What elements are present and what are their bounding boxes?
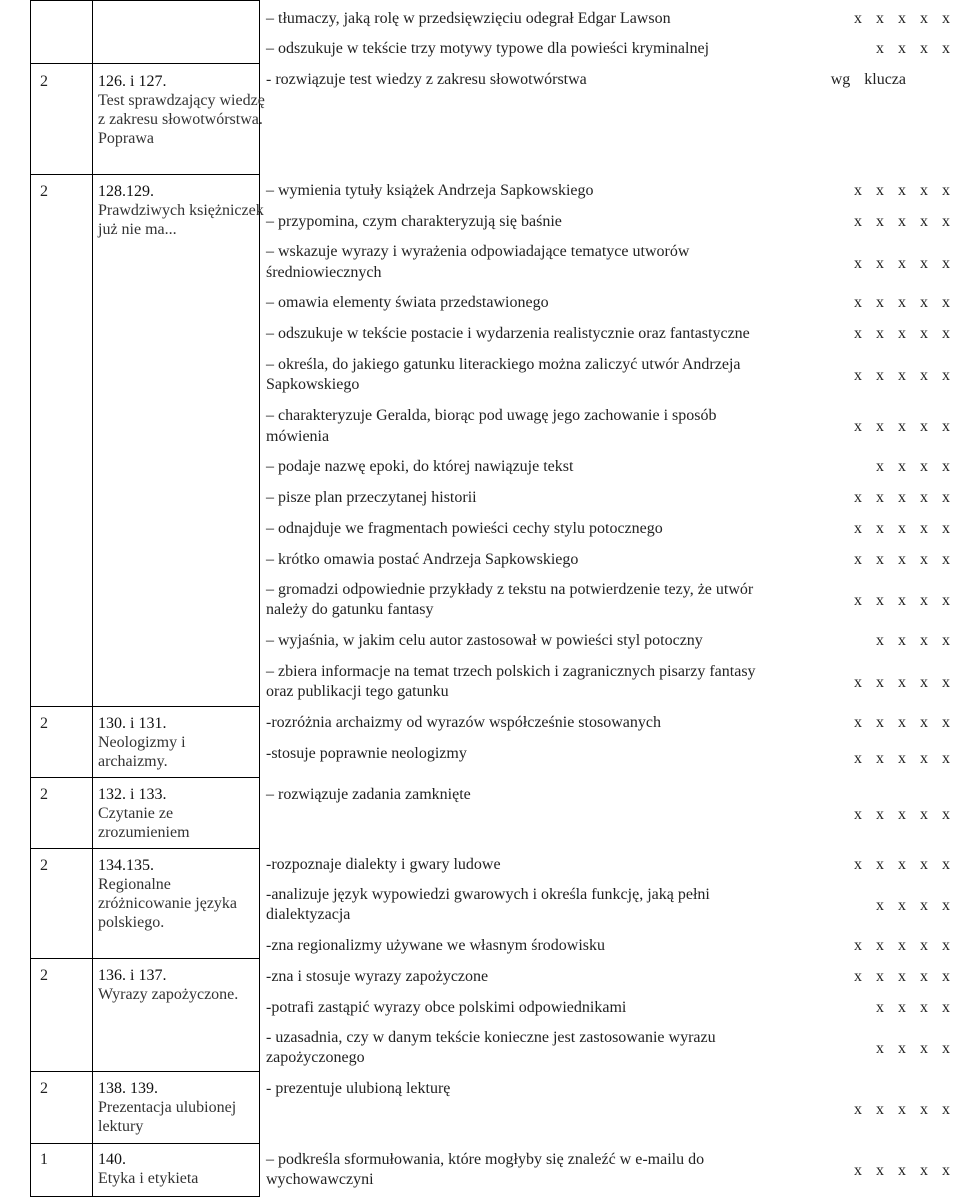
grade-marks: x x x x x [854, 592, 950, 609]
lesson-hours: 2 [40, 73, 48, 90]
lesson-title: Etyka i etykieta [98, 1170, 199, 1187]
requirement-text: -rozpoznaje dialekty i gwary ludowe [266, 856, 501, 873]
requirement-text-continued: średniowiecznych [266, 264, 382, 281]
row-divider [30, 174, 260, 175]
lesson-entry [40, 1150, 255, 1195]
row-divider [30, 848, 260, 849]
grade-marks: x x x x x [854, 1162, 950, 1179]
lesson-title: Prawdziwych księżniczek już nie ma... [98, 202, 264, 238]
lesson-entry [40, 714, 255, 774]
requirement-text: – krótko omawia postać Andrzeja Sapkowskiego [266, 551, 579, 568]
lesson-entry [40, 785, 255, 845]
table-left-border [30, 0, 31, 1197]
row-divider [30, 706, 260, 707]
lesson-hours: 2 [40, 967, 48, 984]
grade-marks: x x x x x [854, 937, 950, 954]
column-divider [259, 0, 260, 1197]
grade-marks: x x x x x [854, 856, 950, 873]
requirement-text-continued: zapożyczonego [266, 1049, 365, 1066]
requirement-text: - uzasadnia, czy w danym tekście konieczne jest zastosowanie wyrazu [266, 1029, 716, 1046]
row-divider [30, 958, 260, 959]
grade-marks: x x x x x [854, 10, 950, 27]
grade-marks: x x x x x [854, 674, 950, 691]
grade-marks: x x x x x [854, 1101, 950, 1118]
grade-marks: x x x x [876, 1040, 950, 1057]
lesson-number: 130. i 131. [98, 715, 167, 732]
grade-marks: x x x x x [854, 367, 950, 384]
lesson-hours: 2 [40, 715, 48, 732]
requirement-text: -stosuje poprawnie neologizmy [266, 745, 467, 762]
lesson-title: Czytanie ze zrozumieniem [98, 805, 190, 841]
lesson-hours: 2 [40, 1080, 48, 1097]
requirement-text-continued: należy do gatunku fantasy [266, 601, 434, 618]
requirement-text: -potrafi zastąpić wyrazy obce polskimi odpowiednikami [266, 999, 627, 1016]
table-top-border [30, 0, 260, 1]
row-divider [30, 1071, 260, 1072]
grade-marks: x x x x [876, 632, 950, 649]
lesson-entry [40, 72, 265, 172]
grade-marks: x x x x x [854, 418, 950, 435]
answer-key-note: wg klucza [830, 71, 906, 88]
requirement-text: – tłumaczy, jaką rolę w przedsięwzięciu odegrał Edgar Lawson [266, 10, 671, 27]
grade-marks: x x x x x [854, 182, 950, 199]
requirement-text: - prezentuje ulubioną lekturę [266, 1080, 451, 1097]
lesson-title: Wyrazy zapożyczone. [98, 986, 239, 1003]
lesson-hours: 1 [40, 1151, 48, 1168]
lesson-title: Neologizmy i archaizmy. [98, 734, 186, 770]
requirement-text: – zbiera informacje na temat trzech polskich i zagranicznych pisarzy fantasy [266, 663, 756, 680]
requirement-text: – wymienia tytuły książek Andrzeja Sapkowskiego [266, 182, 594, 199]
requirement-text: -zna regionalizmy używane we własnym środowisku [266, 937, 606, 954]
grade-marks: x x x x [876, 897, 950, 914]
requirement-text: -analizuje język wypowiedzi gwarowych i określa funkcję, jaką pełni [266, 886, 710, 903]
lesson-title: Prezentacja ulubionej lektury [98, 1099, 237, 1135]
row-divider [30, 777, 260, 778]
requirement-text: -zna i stosuje wyrazy zapożyczone [266, 968, 489, 985]
lesson-title: Regionalne zróżnicowanie języka polskiego. [98, 876, 238, 931]
row-divider [30, 63, 260, 64]
requirement-text: – odnajduje we fragmentach powieści cechy stylu potocznego [266, 520, 663, 537]
requirement-text: – gromadzi odpowiednie przykłady z tekstu na potwierdzenie tezy, że utwór [266, 581, 754, 598]
grade-marks: x x x x x [854, 255, 950, 272]
requirement-text-continued: Sapkowskiego [266, 376, 360, 393]
lesson-number: 136. i 137. [98, 967, 167, 984]
lesson-hours: 2 [40, 183, 48, 200]
lesson-entry [40, 966, 255, 1026]
lesson-entry [40, 856, 255, 956]
row-divider [30, 1143, 260, 1144]
requirement-text: – pisze plan przeczytanej historii [266, 489, 477, 506]
lesson-number: 138. 139. [98, 1080, 158, 1097]
grade-marks: x x x x x [854, 294, 950, 311]
lesson-entry [40, 182, 264, 282]
requirement-text-continued: mówienia [266, 428, 330, 445]
lesson-number: 128.129. [98, 183, 154, 200]
grade-marks: x x x x [876, 40, 950, 57]
grade-marks: x x x x [876, 458, 950, 475]
requirement-text: – wskazuje wyrazy i wyrażenia odpowiadające tematyce utworów [266, 243, 690, 260]
lesson-title: Test sprawdzający wiedzę z zakresu słowotwórstwa. Poprawa [98, 92, 265, 147]
requirement-text-continued: oraz publikacji tego gatunku [266, 683, 449, 700]
grade-marks: x x x x x [854, 551, 950, 568]
lesson-number: 126. i 127. [98, 73, 167, 90]
requirement-text: – przypomina, czym charakteryzują się baśnie [266, 213, 562, 230]
grade-marks: x x x x x [854, 325, 950, 342]
lesson-number: 134.135. [98, 857, 154, 874]
lesson-hours: 2 [40, 786, 48, 803]
requirement-text: – podaje nazwę epoki, do której nawiązuje tekst [266, 458, 574, 475]
requirement-text: – odszukuje w tekście postacie i wydarzenia realistycznie oraz fantastyczne [266, 325, 750, 342]
requirement-text-continued: wychowawczyni [266, 1171, 374, 1188]
lesson-number: 132. i 133. [98, 786, 167, 803]
requirement-text: – omawia elementy świata przedstawionego [266, 294, 549, 311]
grade-marks: x x x x x [854, 520, 950, 537]
grade-marks: x x x x x [854, 806, 950, 823]
grade-marks: x x x x x [854, 714, 950, 731]
grade-marks: x x x x x [854, 968, 950, 985]
requirement-text: – podkreśla sformułowania, które mogłyby się znaleźć w e-mailu do [266, 1151, 705, 1168]
lesson-hours: 2 [40, 857, 48, 874]
requirement-text: - rozwiązuje test wiedzy z zakresu słowotwórstwa [266, 71, 587, 88]
lesson-entry [40, 1079, 255, 1139]
requirement-text: – charakteryzuje Geralda, biorąc pod uwagę jego zachowanie i sposób [266, 407, 717, 424]
requirement-text: – określa, do jakiego gatunku literackiego można zaliczyć utwór Andrzeja [266, 356, 741, 373]
grade-marks: x x x x [876, 999, 950, 1016]
requirement-text-continued: dialektyzacja [266, 906, 351, 923]
requirement-text: – wyjaśnia, w jakim celu autor zastosował w powieści styl potoczny [266, 632, 703, 649]
grade-marks: x x x x x [854, 213, 950, 230]
requirement-text: -rozróżnia archaizmy od wyrazów współcześnie stosowanych [266, 714, 661, 731]
requirement-text: – odszukuje w tekście trzy motywy typowe dla powieści kryminalnej [266, 40, 710, 57]
grade-marks: x x x x x [854, 489, 950, 506]
grade-marks: x x x x x [854, 750, 950, 767]
requirement-text: – rozwiązuje zadania zamknięte [266, 786, 471, 803]
lesson-number: 140. [98, 1151, 126, 1168]
